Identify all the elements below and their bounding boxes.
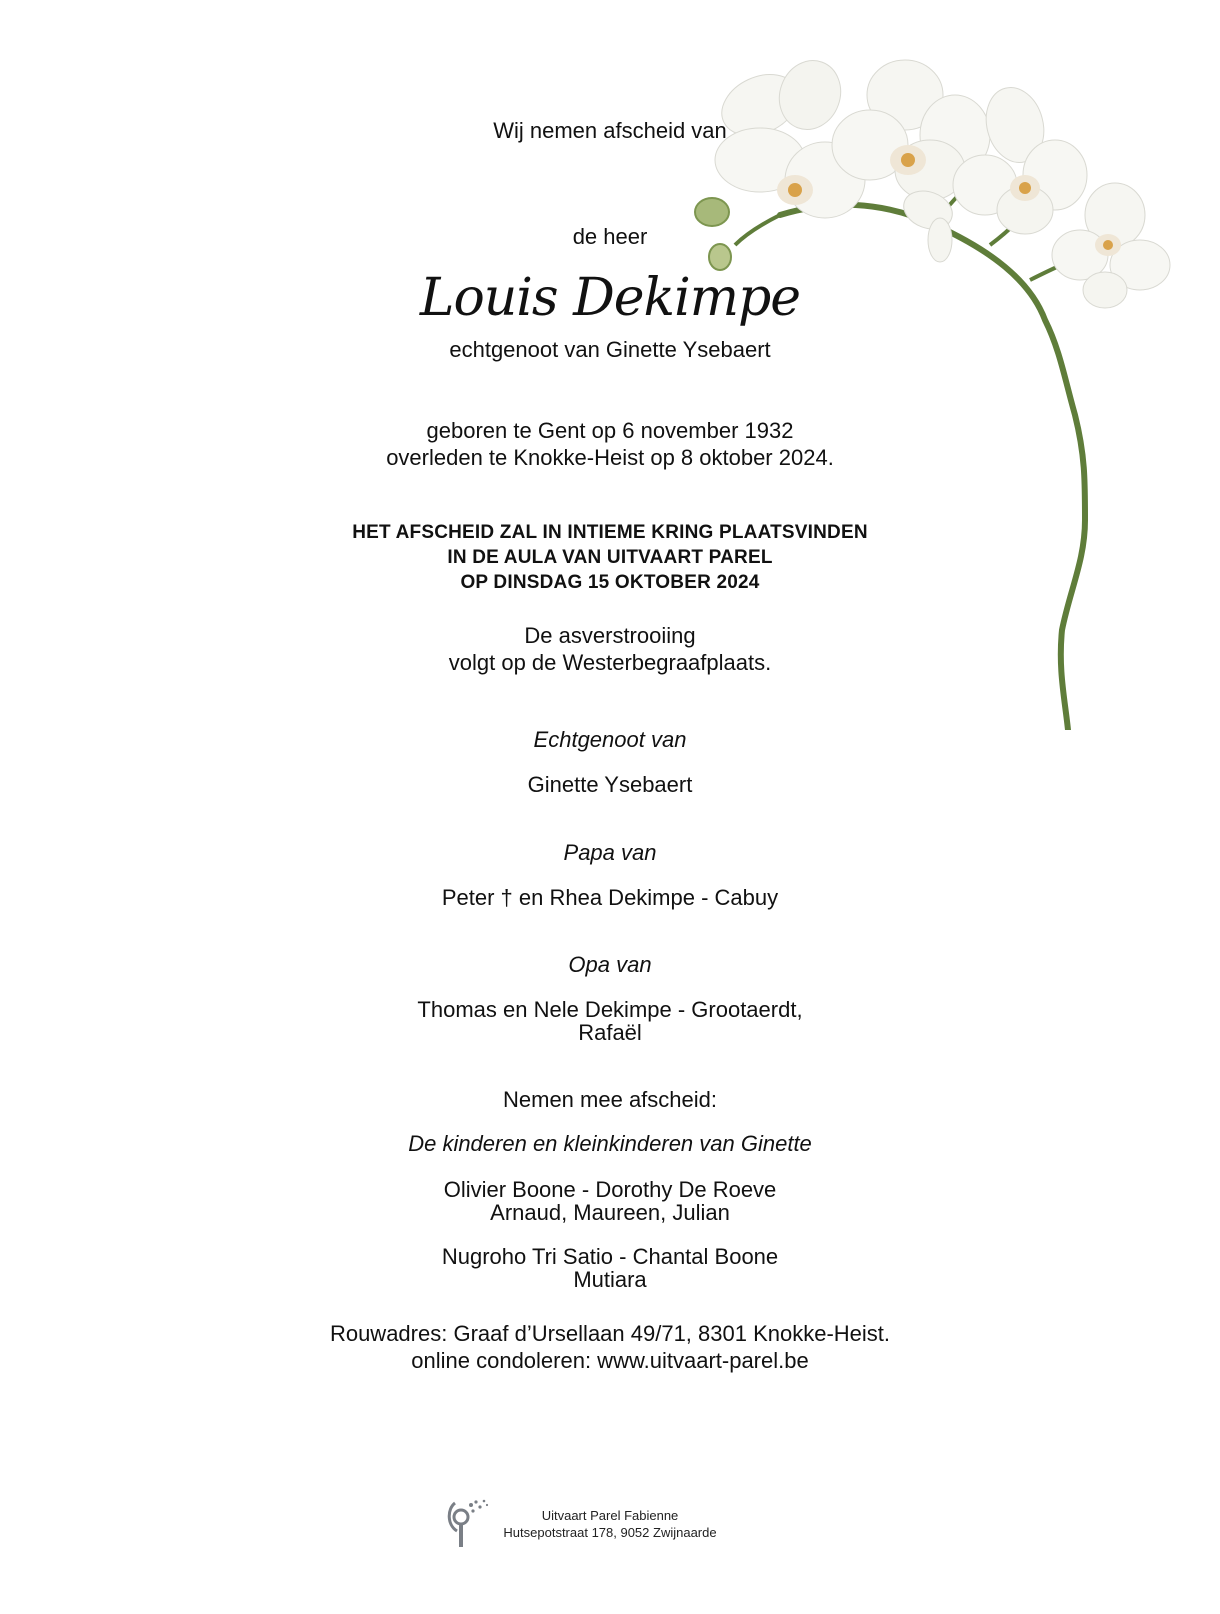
- mourning-line: Olivier Boone - Dorothy De Roeve: [443, 1177, 777, 1202]
- family-member: Ginette Ysebaert: [527, 772, 693, 797]
- funeral-home-logo-icon: [445, 1495, 495, 1555]
- funeral-home-name: Uitvaart Parel Fabienne: [541, 1508, 679, 1523]
- ceremony-line: IN DE AULA VAN UITVAART PAREL: [447, 547, 773, 568]
- family-heading: Echtgenoot van: [533, 727, 687, 752]
- funeral-home-address: Hutsepotstraat 178, 9052 Zwijnaarde: [503, 1525, 717, 1540]
- family-member: [210, 996, 1010, 1046]
- funeral-home-details: [495, 1507, 725, 1541]
- condolence-address: Rouwadres: Graaf d’Ursellaan 49/71, 8301 Knokke-Heist.: [329, 1321, 891, 1346]
- ceremony-line: HET AFSCHEID ZAL IN INTIEME KRING PLAATSVINDEN: [352, 522, 868, 543]
- ceremony-line: OP DINSDAG 15 OKTOBER 2024: [460, 572, 760, 593]
- family-member-line: Thomas en Nele Dekimpe - Grootaerdt,: [417, 997, 803, 1022]
- funeral-home-footer: [445, 1495, 765, 1555]
- mourning-line: Mutiara: [573, 1267, 647, 1292]
- ceremony-announcement: [210, 520, 1010, 595]
- ashes-line: volgt op de Westerbegraafplaats.: [448, 650, 772, 675]
- life-dates: [210, 417, 1010, 471]
- also-mourning-heading: Nemen mee afscheid:: [503, 1087, 717, 1112]
- contact-info: [210, 1320, 1010, 1374]
- family-member: Peter † en Rhea Dekimpe - Cabuy: [441, 885, 779, 910]
- family-heading: Opa van: [568, 952, 652, 977]
- ashes-info: [210, 622, 1010, 676]
- died-line: overleden te Knokke-Heist op 8 oktober 2024.: [386, 445, 834, 470]
- family-member-line: Rafaël: [578, 1020, 642, 1045]
- ashes-line: De asverstrooiing: [524, 623, 696, 648]
- born-line: geboren te Gent op 6 november 1932: [426, 418, 794, 443]
- honorific: de heer: [572, 224, 648, 249]
- mourning-line: Nugroho Tri Satio - Chantal Boone: [441, 1244, 779, 1269]
- family-heading: Papa van: [563, 840, 657, 865]
- spouse-line: echtgenoot van Ginette Ysebaert: [449, 337, 771, 362]
- mourning-group: [210, 1176, 1010, 1226]
- deceased-name: Louis Dekimpe: [419, 268, 801, 328]
- mourning-group: [210, 1243, 1010, 1293]
- mourning-line: Arnaud, Maureen, Julian: [490, 1200, 730, 1225]
- intro-text: Wij nemen afscheid van: [493, 118, 727, 143]
- condolence-website[interactable]: online condoleren: www.uitvaart-parel.be: [411, 1348, 809, 1373]
- also-mourning-subheading: De kinderen en kleinkinderen van Ginette: [408, 1131, 812, 1156]
